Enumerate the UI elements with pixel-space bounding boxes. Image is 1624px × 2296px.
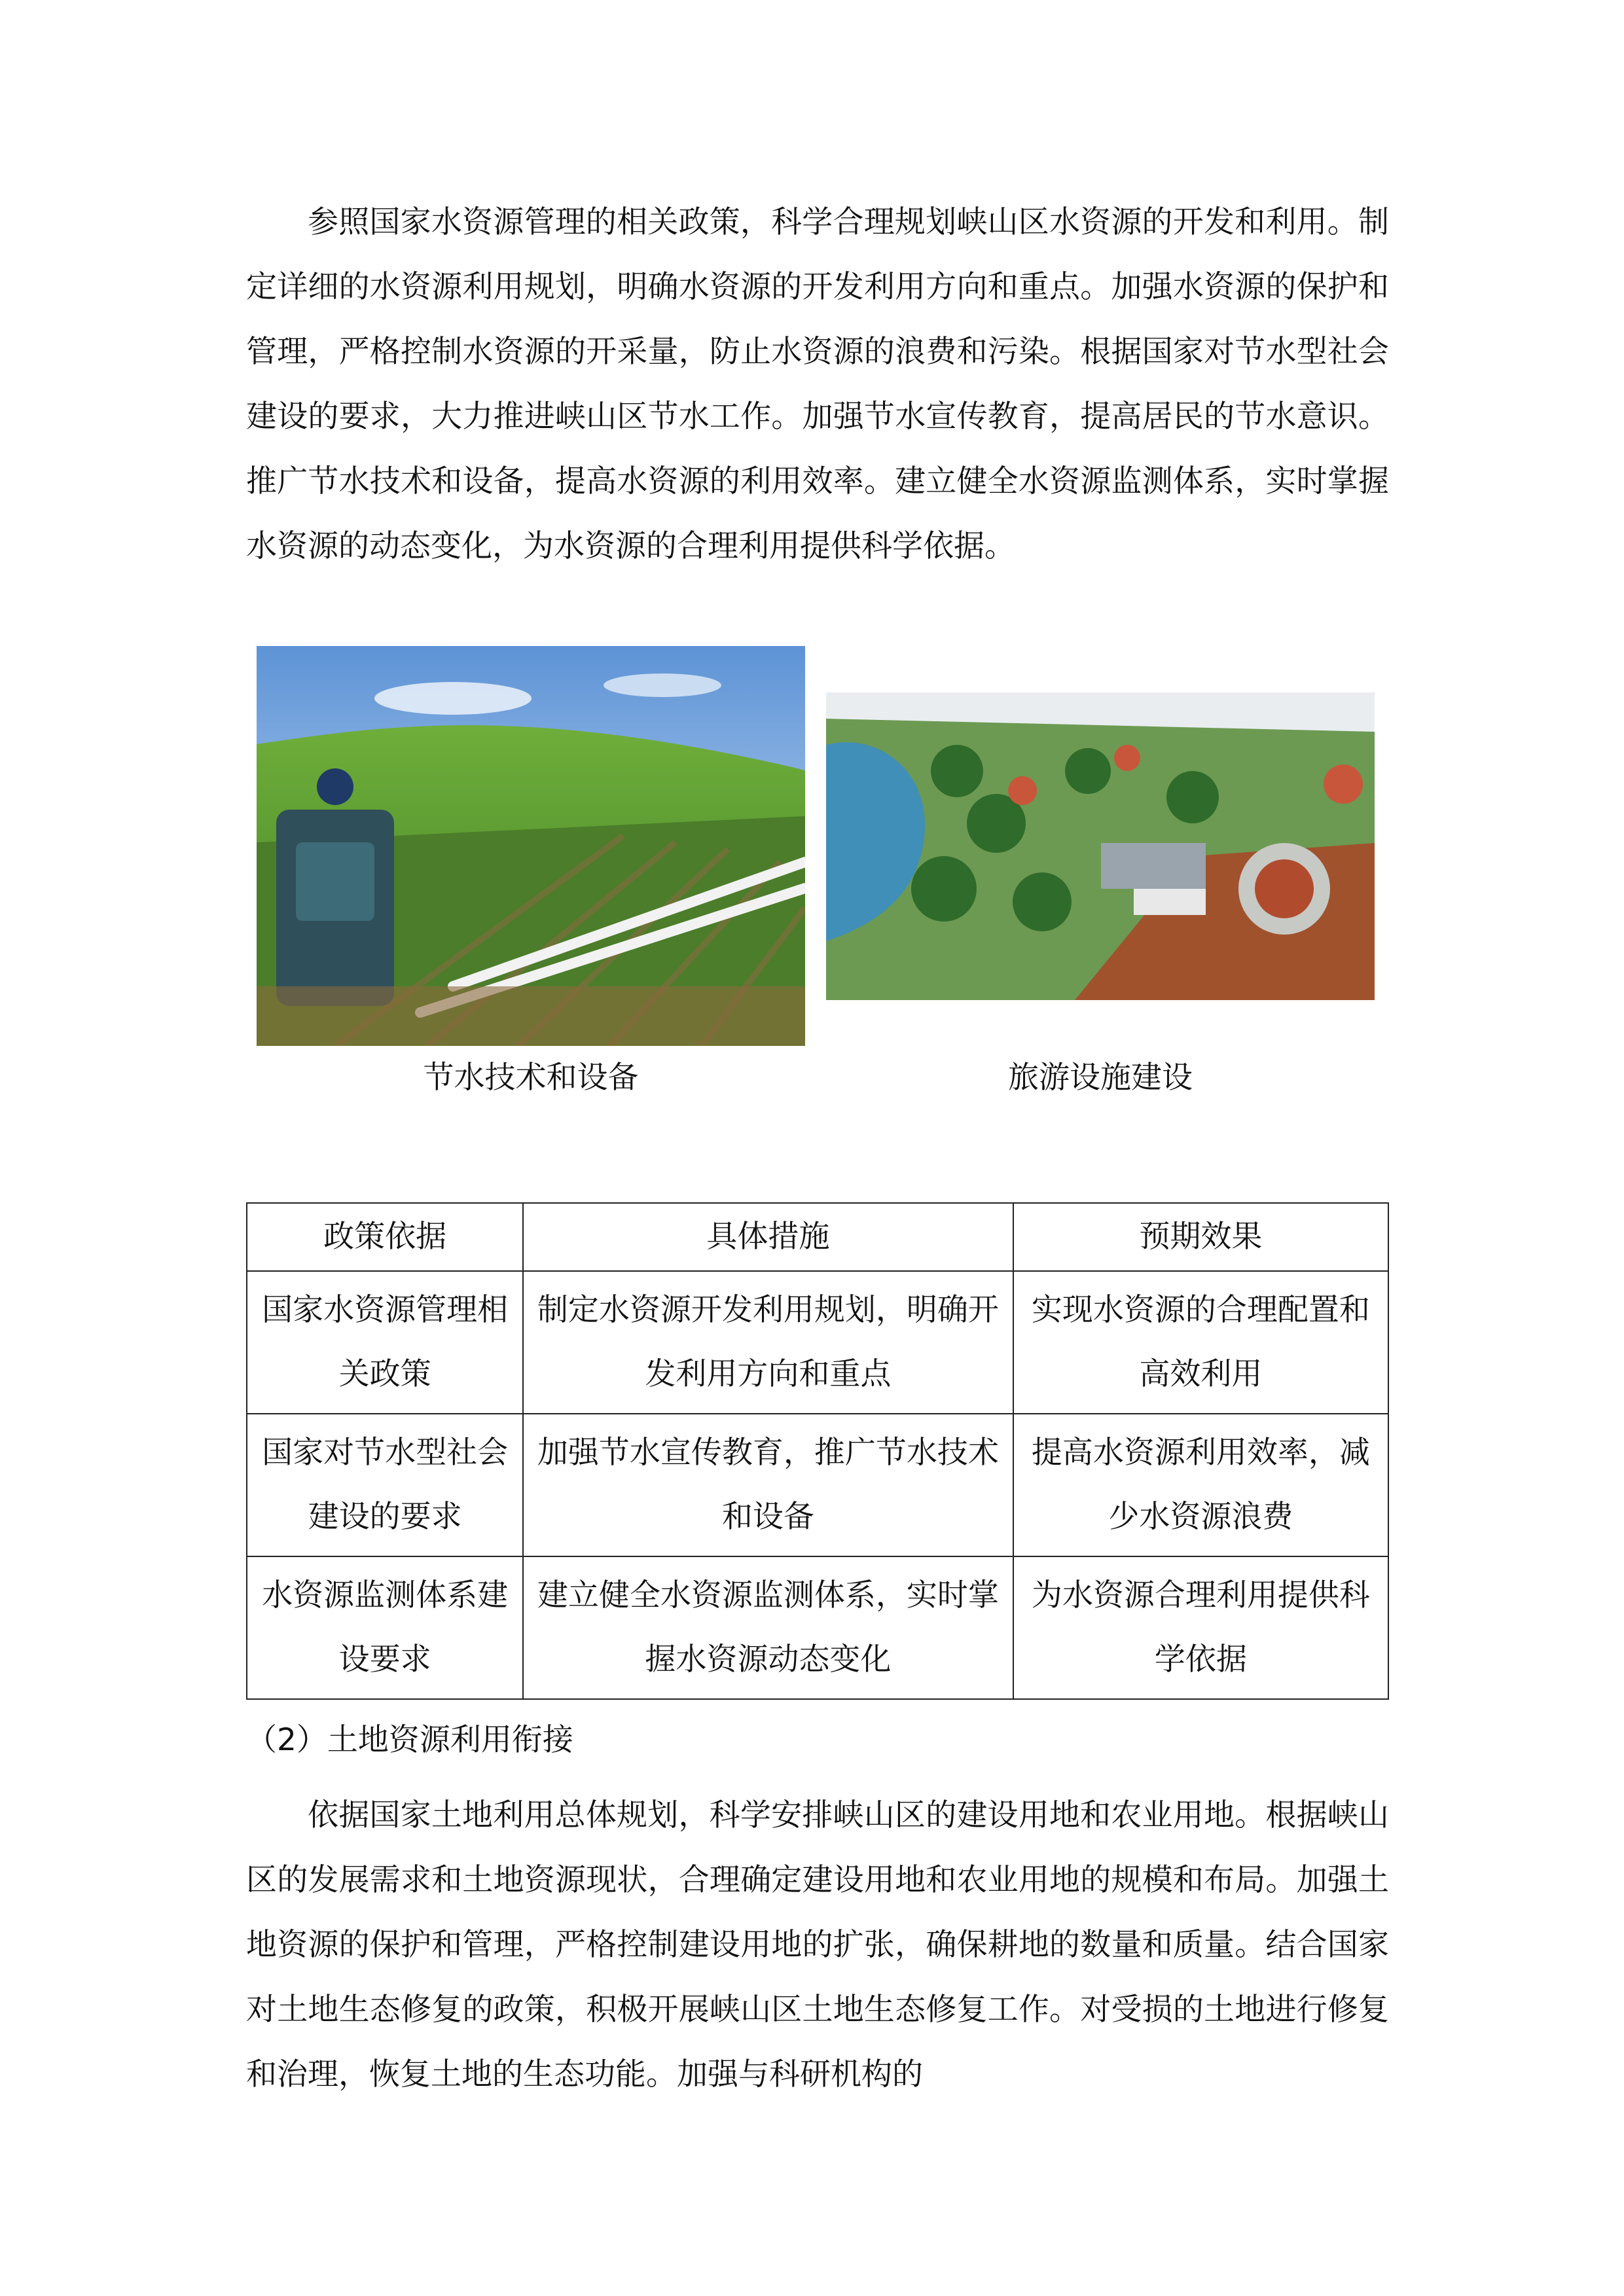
table-row: [247, 1271, 1388, 1414]
table-cell: 实现水资源的合理配置和高效利用: [1013, 1271, 1388, 1414]
header-measures: 具体措施: [523, 1203, 1013, 1271]
irrigation-photo: [257, 646, 805, 1046]
tourism-facility-render: [826, 692, 1375, 1000]
policy-table: [246, 1202, 1389, 1700]
table-cell: 国家对节水型社会建设的要求: [247, 1414, 523, 1556]
table-row: [247, 1414, 1388, 1556]
header-policy-basis: 政策依据: [247, 1203, 523, 1271]
table-cell: 国家水资源管理相关政策: [247, 1271, 523, 1414]
figure-caption-tourism: 旅游设施建设: [1008, 1060, 1193, 1096]
table-cell: 加强节水宣传教育，推广节水技术和设备: [523, 1414, 1013, 1556]
header-expected-effect: 预期效果: [1013, 1203, 1388, 1271]
section-heading-land: （2）土地资源利用衔接: [246, 1722, 573, 1758]
table-cell: 提高水资源利用效率，减少水资源浪费: [1013, 1414, 1388, 1556]
land-use-paragraph: 依据国家土地利用总体规划，科学安排峡山区的建设用地和农业用地。根据峡山区的发展需求和土地资源现状，合理确定建设用地和农业用地的规模和布局。加强土地资源的保护和管理，严格控制建设用地的扩张，确保耕地的数量和质量。结合国家对土地生态修复的政策，积极开展峡山区土地生态修复工作。对受损的土地进行修复和治理，恢复土地的生态功能。加强与科研机构的: [246, 1797, 1389, 2092]
table-cell: 水资源监测体系建设要求: [247, 1556, 523, 1699]
figure-caption-water-saving: 节水技术和设备: [423, 1060, 639, 1096]
table-cell: 为水资源合理利用提供科学依据: [1013, 1556, 1388, 1699]
table-cell: 建立健全水资源监测体系，实时掌握水资源动态变化: [523, 1556, 1013, 1699]
water-policy-paragraph: 参照国家水资源管理的相关政策，科学合理规划峡山区水资源的开发和利用。制定详细的水资源利用规划，明确水资源的开发利用方向和重点。加强水资源的保护和管理，严格控制水资源的开采量，防止水资源的浪费和污染。根据国家对节水型社会建设的要求，大力推进峡山区节水工作。加强节水宣传教育，提高居民的节水意识。推广节水技术和设备，提高水资源的利用效率。建立健全水资源监测体系，实时掌握水资源的动态变化，为水资源的合理利用提供科学依据。: [246, 204, 1389, 564]
table-header-row: [247, 1203, 1388, 1271]
table-cell: 制定水资源开发利用规划，明确开发利用方向和重点: [523, 1271, 1013, 1414]
table-row: [247, 1556, 1388, 1699]
